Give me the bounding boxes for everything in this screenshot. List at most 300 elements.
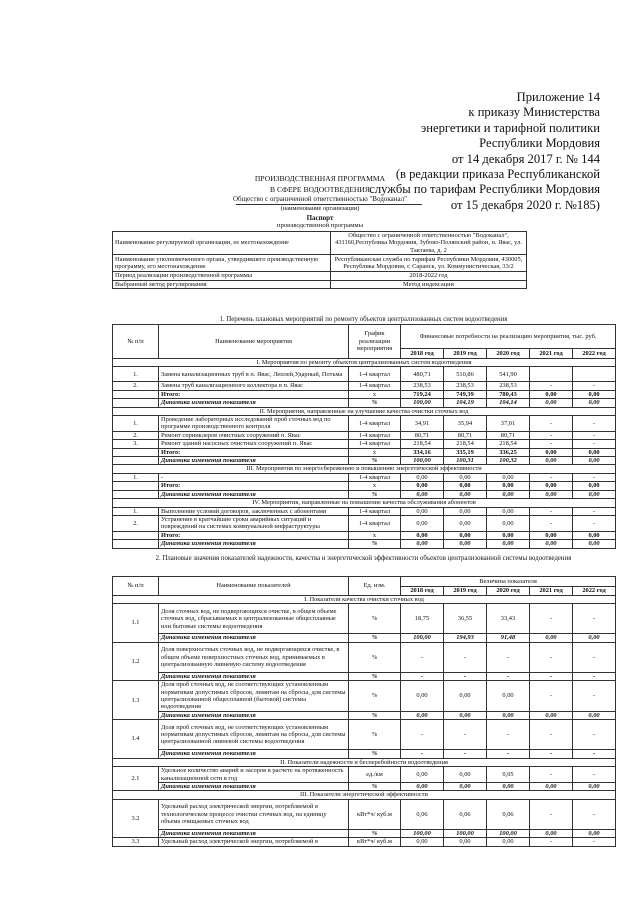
value-cell: - bbox=[401, 750, 444, 758]
dynamics-unit: % bbox=[349, 829, 401, 837]
value-cell: - bbox=[487, 672, 530, 680]
value-cell: - bbox=[530, 750, 573, 758]
indicator-row bbox=[113, 799, 616, 829]
dynamics-unit: % bbox=[349, 750, 401, 758]
value-cell: 238,53 bbox=[487, 382, 530, 390]
value-cell: 100,00 bbox=[487, 829, 530, 837]
value-cell: 0,00 bbox=[530, 531, 573, 539]
header-year: 2018 год bbox=[401, 349, 444, 359]
passport-value: 2018-2022 год bbox=[331, 272, 527, 280]
indicator-name: Удельное количество аварий и засоров в расчете на протяженность канализационной сети в год bbox=[159, 767, 349, 783]
indicator-name: Доля сточных вод, не подвергающихся очистке, в общем объеме сточных вод, сбрасываемых в централизованные общесплавные или бытовые системы водоотведения bbox=[159, 604, 349, 634]
dynamics-unit: % bbox=[349, 783, 401, 791]
header-values: Величина показателя bbox=[401, 577, 616, 587]
value-cell: - bbox=[444, 672, 487, 680]
value-cell: 0,00 bbox=[401, 531, 444, 539]
value-cell: 0,00 bbox=[444, 540, 487, 548]
value-cell: 0,00 bbox=[444, 838, 487, 846]
passport-label: Выбранный метод регулирования bbox=[113, 280, 331, 288]
row-num-empty bbox=[113, 399, 159, 407]
section-title-row bbox=[113, 359, 616, 367]
value-cell: 0,00 bbox=[401, 507, 444, 515]
value-cell: - bbox=[530, 604, 573, 634]
passport-label: Наименование уполномоченного органа, утвердившего производственную программу, его местонахождение bbox=[113, 255, 331, 272]
value-cell: 100,00 bbox=[401, 829, 444, 837]
section2-title: 2. Плановые значения показателей надежности, качества и энергетической эффективности объектов централизованной системы водоотведения bbox=[155, 555, 572, 562]
total-label: Итого: bbox=[159, 448, 349, 456]
value-cell: 0,00 bbox=[444, 515, 487, 531]
dynamics-label: Динамика изменения показателя bbox=[159, 634, 349, 642]
value-cell: 0,00 bbox=[573, 390, 616, 398]
value-cell: 100,00 bbox=[401, 634, 444, 642]
header-num: № п/п bbox=[113, 325, 159, 359]
value-cell: - bbox=[573, 799, 616, 829]
appendix-line: от 15 декабря 2020 г. №185) bbox=[450, 197, 600, 212]
value-cell: - bbox=[530, 838, 573, 846]
value-cell: 0,00 bbox=[530, 490, 573, 498]
value-cell: 0,06 bbox=[487, 799, 530, 829]
value-cell: 100,00 bbox=[401, 457, 444, 465]
value-cell bbox=[573, 367, 616, 382]
value-cell: 0,00 bbox=[487, 681, 530, 712]
value-cell: 0,00 bbox=[530, 482, 573, 490]
section-title-row bbox=[113, 465, 616, 473]
value-cell: 0,00 bbox=[401, 473, 444, 481]
repair-measures-table bbox=[112, 324, 616, 549]
value-cell: 0,00 bbox=[573, 490, 616, 498]
value-cell: 0,00 bbox=[444, 507, 487, 515]
value-cell: 36,55 bbox=[444, 604, 487, 634]
indicator-unit: % bbox=[349, 642, 401, 672]
value-cell: 0,00 bbox=[573, 482, 616, 490]
program-subtitle: В СФЕРЕ ВОДООТВЕДЕНИЯ bbox=[270, 185, 370, 194]
value-cell: 0,00 bbox=[530, 457, 573, 465]
indicator-row bbox=[113, 838, 616, 846]
value-cell: 104,14 bbox=[487, 399, 530, 407]
value-cell: 0,00 bbox=[401, 482, 444, 490]
total-unit: х bbox=[349, 390, 401, 398]
row-num-empty bbox=[113, 448, 159, 456]
value-cell: - bbox=[530, 672, 573, 680]
total-label: Итого: bbox=[159, 531, 349, 539]
row-num: 2. bbox=[113, 515, 159, 531]
header-year: 2022 год bbox=[573, 349, 616, 359]
section-title: IV. Мероприятия, направленные на повышение качества обслуживания абонентов bbox=[113, 499, 616, 507]
value-cell: - bbox=[573, 515, 616, 531]
appendix-line: службы по тарифам Республики Мордовия bbox=[369, 182, 600, 197]
measure-name: Замена труб канализационного коллектора в п. Явас bbox=[159, 382, 349, 390]
value-cell: 0,00 bbox=[573, 634, 616, 642]
measure-row bbox=[113, 431, 616, 439]
passport-label: Наименование регулируемой организации, ее местонахождение bbox=[113, 232, 331, 255]
value-cell: 336,25 bbox=[487, 448, 530, 456]
dynamics-label: Динамика изменения показателя bbox=[159, 490, 349, 498]
value-cell: - bbox=[573, 604, 616, 634]
value-cell: - bbox=[573, 473, 616, 481]
dynamics-row bbox=[113, 634, 616, 642]
row-num-empty bbox=[113, 457, 159, 465]
value-cell: 0,00 bbox=[573, 829, 616, 837]
total-unit: х bbox=[349, 482, 401, 490]
row-num-empty bbox=[113, 540, 159, 548]
total-label: Итого: bbox=[159, 482, 349, 490]
passport-row bbox=[113, 232, 527, 255]
value-cell: 0,00 bbox=[444, 531, 487, 539]
indicator-name: Удельный расход электрической энергии, потребляемой в технологическом процессе очистки сточных вод, на единицу объема очищаемых сточных вод bbox=[159, 799, 349, 829]
passport-row bbox=[113, 272, 527, 280]
value-cell: - bbox=[573, 416, 616, 432]
value-cell: 0,00 bbox=[401, 711, 444, 719]
header-schedule: График реализации мероприятия bbox=[349, 325, 401, 359]
value-cell: - bbox=[530, 767, 573, 783]
indicator-row bbox=[113, 767, 616, 783]
value-cell: 218,54 bbox=[444, 440, 487, 448]
value-cell: 238,53 bbox=[401, 382, 444, 390]
value-cell: 0,00 bbox=[530, 711, 573, 719]
measure-row bbox=[113, 367, 616, 382]
value-cell: - bbox=[573, 431, 616, 439]
indicator-row bbox=[113, 642, 616, 672]
value-cell: 780,43 bbox=[487, 390, 530, 398]
dynamics-row bbox=[113, 711, 616, 719]
appendix-line: Республики Мордовия bbox=[479, 136, 600, 151]
row-num: 2. bbox=[113, 431, 159, 439]
value-cell: - bbox=[573, 382, 616, 390]
header-year: 2019 год bbox=[444, 587, 487, 596]
value-cell: 0,06 bbox=[444, 799, 487, 829]
value-cell: 0,00 bbox=[487, 473, 530, 481]
appendix-line: к приказу Министерства bbox=[468, 105, 600, 120]
indicator-name: Доля проб сточных вод, не соответствующих установленным нормативам допустимых сбросов, лимитам на сбросы, для системы централизованной общесплавной (бытовой) системы водоотведения bbox=[159, 681, 349, 712]
dynamics-row bbox=[113, 399, 616, 407]
indicator-name: Доля проб сточных вод, не соответствующих установленным нормативам допустимых сбросов, лимитам на сбросы, для системы централизованной ливневой системы водоотведения bbox=[159, 720, 349, 750]
value-cell: 0,00 bbox=[530, 540, 573, 548]
value-cell: - bbox=[530, 382, 573, 390]
measure-schedule: 1-4 квартал bbox=[349, 515, 401, 531]
indicator-unit: % bbox=[349, 604, 401, 634]
value-cell: 0,00 bbox=[401, 838, 444, 846]
value-cell: 34,91 bbox=[401, 416, 444, 432]
value-cell: - bbox=[573, 767, 616, 783]
value-cell: 480,71 bbox=[401, 367, 444, 382]
measure-schedule: 1-4 квартал bbox=[349, 416, 401, 432]
section-title: II. Мероприятия, направленные на улучшение качества очистки сточных вод bbox=[113, 407, 616, 415]
measure-name: Выполнение условий договоров, заключенных с абонентами bbox=[159, 507, 349, 515]
section-title: I. Мероприятия по ремонту объектов централизованных систем водоотведения bbox=[113, 359, 616, 367]
row-num: 1. bbox=[113, 416, 159, 432]
dynamics-row bbox=[113, 750, 616, 758]
value-cell: 0,06 bbox=[401, 799, 444, 829]
value-cell: 91,48 bbox=[487, 634, 530, 642]
value-cell: 238,53 bbox=[444, 382, 487, 390]
section-title-row bbox=[113, 791, 616, 799]
value-cell: - bbox=[401, 720, 444, 750]
total-label: Итого: bbox=[159, 390, 349, 398]
indicator-unit: % bbox=[349, 681, 401, 712]
value-cell: - bbox=[444, 750, 487, 758]
value-cell: 0,00 bbox=[401, 515, 444, 531]
row-num-empty bbox=[113, 490, 159, 498]
header-year: 2021 год bbox=[530, 349, 573, 359]
dynamics-unit: % bbox=[349, 672, 401, 680]
row-num: 1.4 bbox=[113, 720, 159, 758]
dynamics-label: Динамика изменения показателя bbox=[159, 457, 349, 465]
value-cell: - bbox=[530, 720, 573, 750]
row-num: 1. bbox=[113, 367, 159, 382]
measure-schedule: 1-4 квартал bbox=[349, 473, 401, 481]
row-num: 3.3 bbox=[113, 838, 159, 846]
value-cell: 0,00 bbox=[444, 490, 487, 498]
total-unit: х bbox=[349, 531, 401, 539]
value-cell bbox=[530, 367, 573, 382]
value-cell: 0,00 bbox=[487, 490, 530, 498]
value-cell: 218,54 bbox=[401, 440, 444, 448]
indicators-table bbox=[112, 576, 616, 847]
total-row bbox=[113, 390, 616, 398]
row-num: 1.1 bbox=[113, 604, 159, 642]
value-cell: 100,32 bbox=[487, 457, 530, 465]
value-cell: 104,19 bbox=[444, 399, 487, 407]
header-finance: Финансовые потребности на реализацию мероприятия, тыс. руб. bbox=[401, 325, 616, 349]
value-cell: - bbox=[487, 642, 530, 672]
indicator-unit: ед./км bbox=[349, 767, 401, 783]
value-cell: - bbox=[487, 720, 530, 750]
indicator-name: Доля поверхностных сточных вод, не подвергающихся очистке, в общем объеме поверхностных сточных вод, принимаемых в централизованную ливневую систему водоотведения bbox=[159, 642, 349, 672]
value-cell: 0,00 bbox=[401, 681, 444, 712]
value-cell: 0,00 bbox=[444, 711, 487, 719]
value-cell: 100,00 bbox=[401, 399, 444, 407]
value-cell: 0,00 bbox=[487, 482, 530, 490]
dynamics-row bbox=[113, 783, 616, 791]
row-num-empty bbox=[113, 531, 159, 539]
header-measure-name: Наименование мероприятия bbox=[159, 325, 349, 359]
value-cell: 35,94 bbox=[444, 416, 487, 432]
measure-name: Замена канализационных труб в п. Явас, Леплей,Ударный, Потьма bbox=[159, 367, 349, 382]
value-cell: - bbox=[401, 642, 444, 672]
total-unit: х bbox=[349, 448, 401, 456]
dynamics-label: Динамика изменения показателя bbox=[159, 711, 349, 719]
value-cell: - bbox=[573, 440, 616, 448]
value-cell: - bbox=[530, 416, 573, 432]
value-cell: 218,54 bbox=[487, 440, 530, 448]
header-year: 2020 год bbox=[487, 587, 530, 596]
value-cell: 0,00 bbox=[487, 507, 530, 515]
value-cell: 0,00 bbox=[444, 783, 487, 791]
value-cell: 0,00 bbox=[530, 783, 573, 791]
value-cell: - bbox=[530, 507, 573, 515]
value-cell: 0,00 bbox=[401, 540, 444, 548]
section-title: I. Показатели качества очистки сточных вод bbox=[113, 596, 616, 604]
header-year: 2018 год bbox=[401, 587, 444, 596]
passport-value: Республиканская служба по тарифам Республики Мордовия, 430005, Республика Мордовия, г. Саранск, ул. Коммунистическая, 33/2 bbox=[331, 255, 527, 272]
value-cell: - bbox=[573, 838, 616, 846]
value-cell: 0,00 bbox=[444, 473, 487, 481]
dynamics-row bbox=[113, 829, 616, 837]
value-cell: 80,71 bbox=[444, 431, 487, 439]
header-num: № п/п bbox=[113, 577, 159, 596]
value-cell: 0,00 bbox=[444, 681, 487, 712]
passport-label: Период реализации производственной программы bbox=[113, 272, 331, 280]
program-title: ПРОИЗВОДСТВЕННАЯ ПРОГРАММА bbox=[254, 174, 386, 183]
value-cell: 0,00 bbox=[573, 448, 616, 456]
row-num: 3. bbox=[113, 440, 159, 448]
value-cell: - bbox=[530, 440, 573, 448]
value-cell: - bbox=[573, 681, 616, 712]
value-cell: 0,00 bbox=[573, 399, 616, 407]
header-year: 2020 год bbox=[487, 349, 530, 359]
value-cell: - bbox=[530, 473, 573, 481]
header-year: 2022 год bbox=[573, 587, 616, 596]
section1-title: 1. Перечень плановых мероприятий по ремонту объектов централизованных систем водоотведения bbox=[219, 316, 508, 323]
indicator-unit: % bbox=[349, 720, 401, 750]
dynamics-unit: % bbox=[349, 540, 401, 548]
row-num: 2. bbox=[113, 382, 159, 390]
passport-value: Общество с ограниченной ответственностью "Водоканал", 431160,Республика Мордовия, Зубово-Полянский район, п. Явас, ул. Тактаева, д. 2 bbox=[331, 232, 527, 255]
value-cell: 0,00 bbox=[487, 838, 530, 846]
value-cell: 510,86 bbox=[444, 367, 487, 382]
total-row bbox=[113, 482, 616, 490]
value-cell: 33,43 bbox=[487, 604, 530, 634]
value-cell: 0,00 bbox=[573, 457, 616, 465]
passport-table bbox=[112, 231, 527, 289]
passport-row bbox=[113, 280, 527, 288]
value-cell: 0,00 bbox=[573, 540, 616, 548]
value-cell: 0,00 bbox=[487, 540, 530, 548]
measure-name: Устранение в кратчайшие сроки аварийных ситуаций и повреждений на системах коммунальной инфраструктуры bbox=[159, 515, 349, 531]
measure-row bbox=[113, 416, 616, 432]
total-row bbox=[113, 531, 616, 539]
row-num: 1. bbox=[113, 473, 159, 481]
value-cell: 18,75 bbox=[401, 604, 444, 634]
measure-schedule: 1-4 квартал bbox=[349, 507, 401, 515]
passport-title: Паспорт bbox=[306, 214, 334, 222]
measure-row bbox=[113, 382, 616, 390]
section-title-row bbox=[113, 758, 616, 766]
indicator-unit: кВт*ч/ куб.м bbox=[349, 799, 401, 829]
dynamics-label: Динамика изменения показателя bbox=[159, 829, 349, 837]
value-cell: 0,00 bbox=[487, 711, 530, 719]
value-cell: - bbox=[573, 507, 616, 515]
value-cell: 0,00 bbox=[444, 767, 487, 783]
dynamics-row bbox=[113, 540, 616, 548]
dynamics-row bbox=[113, 672, 616, 680]
row-num: 2.1 bbox=[113, 767, 159, 791]
dynamics-unit: % bbox=[349, 457, 401, 465]
measure-row bbox=[113, 515, 616, 531]
value-cell: - bbox=[573, 672, 616, 680]
value-cell: 749,39 bbox=[444, 390, 487, 398]
value-cell: 0,00 bbox=[530, 399, 573, 407]
measure-name: - bbox=[159, 473, 349, 481]
row-num: 1. bbox=[113, 507, 159, 515]
row-num-empty bbox=[113, 482, 159, 490]
value-cell: 0,00 bbox=[487, 783, 530, 791]
row-num: 3.2 bbox=[113, 799, 159, 837]
organization-caption: (наименование организации) bbox=[280, 205, 360, 212]
value-cell: 194,93 bbox=[444, 634, 487, 642]
dynamics-unit: % bbox=[349, 490, 401, 498]
row-num: 1.2 bbox=[113, 642, 159, 680]
value-cell: - bbox=[530, 642, 573, 672]
value-cell: 80,71 bbox=[487, 431, 530, 439]
section-title-row bbox=[113, 596, 616, 604]
value-cell: - bbox=[530, 799, 573, 829]
section-title: III. Мероприятия по энергосбережению и повышению энергетической эффективности bbox=[113, 465, 616, 473]
value-cell: 0,00 bbox=[530, 390, 573, 398]
measure-schedule: 1-4 квартал bbox=[349, 431, 401, 439]
header-indicator-name: Наименование показателей bbox=[159, 577, 349, 596]
section-title-row bbox=[113, 407, 616, 415]
header-year: 2019 год bbox=[444, 349, 487, 359]
organization-name: Общество с ограниченной ответственностью "Водоканал" bbox=[233, 195, 407, 203]
dynamics-label: Динамика изменения показателя bbox=[159, 750, 349, 758]
value-cell: - bbox=[487, 750, 530, 758]
row-num: 1.3 bbox=[113, 681, 159, 720]
section-title: II. Показатели надежности и бесперебойности водоотведения bbox=[113, 758, 616, 766]
header-unit: Ед. изм. bbox=[349, 577, 401, 596]
measure-schedule: 1-4 квартал bbox=[349, 382, 401, 390]
indicator-name: Удельный расход электрической энергии, потребляемой в bbox=[159, 838, 349, 846]
dynamics-unit: % bbox=[349, 711, 401, 719]
value-cell: 334,16 bbox=[401, 448, 444, 456]
value-cell: - bbox=[573, 720, 616, 750]
section-title: III. Показатели энергетической эффективности bbox=[113, 791, 616, 799]
dynamics-unit: % bbox=[349, 634, 401, 642]
value-cell: 0,00 bbox=[573, 783, 616, 791]
measure-name: Проведение лабораторных исследований проб сточных вод по программе производственного контроля bbox=[159, 416, 349, 432]
value-cell: - bbox=[530, 515, 573, 531]
row-num-empty bbox=[113, 390, 159, 398]
value-cell: 100,31 bbox=[444, 457, 487, 465]
appendix-line: энергетики и тарифной политики bbox=[420, 120, 600, 135]
value-cell: 0,00 bbox=[444, 482, 487, 490]
passport-row bbox=[113, 255, 527, 272]
passport-value: Метод индексации bbox=[331, 280, 527, 288]
value-cell: 0,00 bbox=[530, 829, 573, 837]
dynamics-row bbox=[113, 457, 616, 465]
value-cell: 0,00 bbox=[401, 783, 444, 791]
value-cell: - bbox=[530, 681, 573, 712]
value-cell: - bbox=[444, 720, 487, 750]
dynamics-label: Динамика изменения показателя bbox=[159, 783, 349, 791]
measure-row bbox=[113, 473, 616, 481]
value-cell: 80,71 bbox=[401, 431, 444, 439]
value-cell: 37,01 bbox=[487, 416, 530, 432]
value-cell: 0,00 bbox=[487, 515, 530, 531]
indicator-unit: кВт*ч/ куб.м bbox=[349, 838, 401, 846]
appendix-line: Приложение 14 bbox=[516, 90, 600, 104]
value-cell: - bbox=[573, 750, 616, 758]
appendix-line: от 14 декабря 2017 г. № 144 bbox=[451, 151, 600, 166]
value-cell: 0,05 bbox=[487, 767, 530, 783]
value-cell: 100,00 bbox=[444, 829, 487, 837]
measure-schedule: 1-4 квартал bbox=[349, 367, 401, 382]
dynamics-label: Динамика изменения показателя bbox=[159, 540, 349, 548]
value-cell: 335,19 bbox=[444, 448, 487, 456]
passport-subtitle: производственной программы bbox=[276, 222, 364, 229]
indicator-row bbox=[113, 720, 616, 750]
value-cell: 0,00 bbox=[573, 531, 616, 539]
measure-row bbox=[113, 440, 616, 448]
measure-row bbox=[113, 507, 616, 515]
total-row bbox=[113, 448, 616, 456]
dynamics-label: Динамика изменения показателя bbox=[159, 672, 349, 680]
value-cell: 0,00 bbox=[401, 767, 444, 783]
value-cell: 541,90 bbox=[487, 367, 530, 382]
dynamics-row bbox=[113, 490, 616, 498]
value-cell: - bbox=[573, 642, 616, 672]
value-cell: - bbox=[530, 431, 573, 439]
